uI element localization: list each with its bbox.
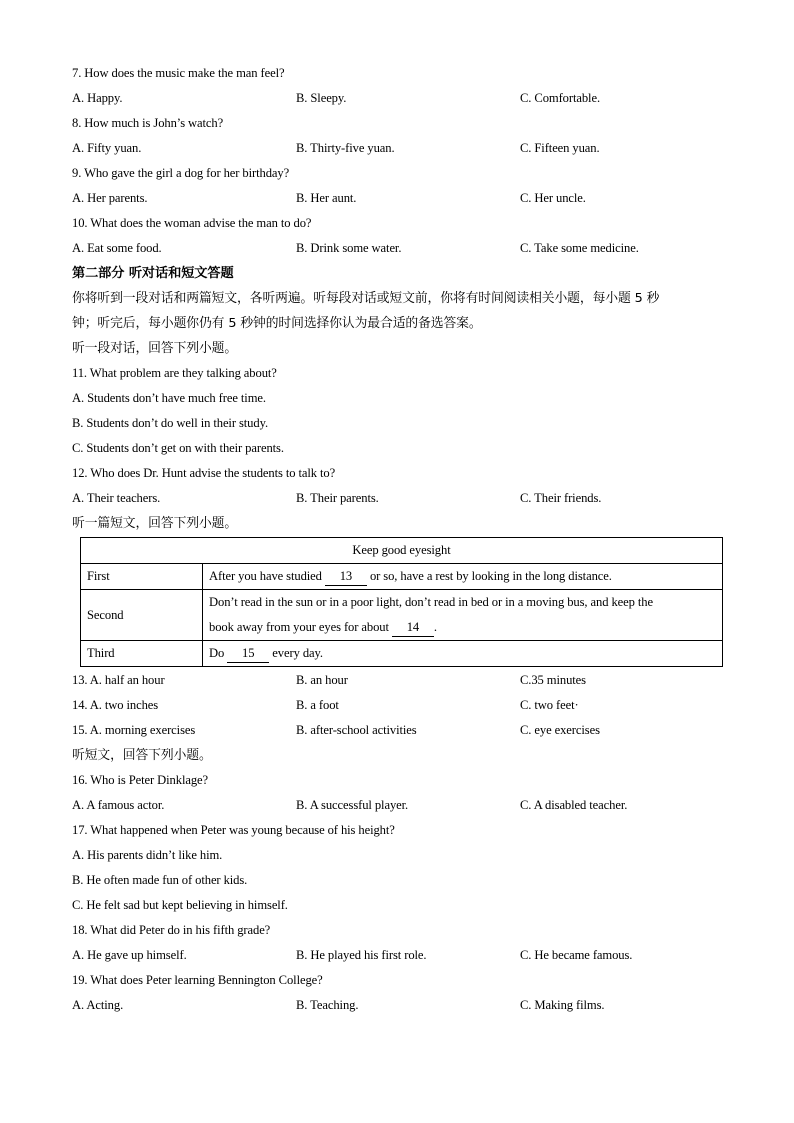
q15-option-b: B. after-school activities	[296, 723, 417, 737]
passage2-intro: 听短文，回答下列小题。	[72, 748, 212, 763]
q12-option-c: C. Their friends.	[520, 491, 602, 505]
table-row	[81, 590, 723, 641]
question-15-options	[72, 718, 724, 743]
q16-option-c: C. A disabled teacher.	[520, 798, 628, 812]
q10-option-b: B. Drink some water.	[296, 241, 402, 255]
instruction-line-2: 钟；听完后，每小题你仍有 5 秒钟的时间选择你认为最合适的备选答案。	[72, 316, 482, 331]
q15-option-c: C. eye exercises	[520, 723, 600, 737]
question-19-options	[72, 993, 724, 1018]
q17-option-c: C. He felt sad but kept believing in himself.	[72, 898, 288, 912]
instruction-line-1: 你将听到一段对话和两篇短文，各听两遍。听每段对话或短文前，你将有时间阅读相关小题，每小题 5 秒	[72, 291, 660, 306]
q17-option-b: B. He often made fun of other kids.	[72, 873, 248, 887]
q16-option-a: A. A famous actor.	[72, 798, 165, 812]
q11-option-c: C. Students don’t get on with their parents.	[72, 441, 284, 455]
q7-option-b: B. Sleepy.	[296, 91, 347, 105]
q16-option-b: B. A successful player.	[296, 798, 409, 812]
question-8: 8. How much is John’s watch?	[72, 116, 224, 130]
q12-option-b: B. Their parents.	[296, 491, 379, 505]
question-19: 19. What does Peter learning Bennington College?	[72, 973, 323, 987]
table-row	[81, 641, 723, 667]
q15-option-a: 15. A. morning exercises	[72, 723, 196, 737]
question-13-options	[72, 668, 724, 693]
passage1-intro: 听一篇短文，回答下列小题。	[72, 516, 238, 531]
table-row	[81, 564, 723, 590]
question-9: 9. Who gave the girl a dog for her birthday?	[72, 166, 290, 180]
q9-option-c: C. Her uncle.	[520, 191, 586, 205]
question-14-options	[72, 693, 724, 718]
q19-option-b: B. Teaching.	[296, 998, 359, 1012]
row-content-third: Do 15 every day.	[203, 641, 723, 667]
q7-option-c: C. Comfortable.	[520, 91, 600, 105]
q18-option-a: A. He gave up himself.	[72, 948, 187, 962]
row-label-second: Second	[81, 590, 203, 641]
question-10-options	[72, 236, 724, 261]
blank-14: 14	[392, 619, 434, 637]
question-16: 16. Who is Peter Dinklage?	[72, 773, 209, 787]
q14-option-a: 14. A. two inches	[72, 698, 159, 712]
q10-option-c: C. Take some medicine.	[520, 241, 639, 255]
section-title-part2: 第二部分 听对话和短文答题	[72, 266, 234, 281]
question-9-options	[72, 186, 724, 211]
q13-option-b: B. an hour	[296, 673, 348, 687]
q8-option-a: A. Fifty yuan.	[72, 141, 142, 155]
row-content-first: After you have studied 13 or so, have a rest by looking in the long distance.	[203, 564, 723, 590]
q10-option-a: A. Eat some food.	[72, 241, 162, 255]
row-label-first: First	[81, 564, 203, 590]
q11-option-a: A. Students don’t have much free time.	[72, 391, 266, 405]
q13-option-a: 13. A. half an hour	[72, 673, 165, 687]
q9-option-b: B. Her aunt.	[296, 191, 357, 205]
question-16-options	[72, 793, 724, 818]
question-7: 7. How does the music make the man feel?	[72, 66, 285, 80]
question-8-options	[72, 136, 724, 161]
question-7-options	[72, 86, 724, 111]
question-10: 10. What does the woman advise the man to do?	[72, 216, 312, 230]
q7-option-a: A. Happy.	[72, 91, 123, 105]
blank-13: 13	[325, 568, 367, 586]
blank-15: 15	[227, 645, 269, 663]
dialogue-intro: 听一段对话，回答下列小题。	[72, 341, 238, 356]
exam-page	[72, 61, 724, 1018]
q18-option-b: B. He played his first role.	[296, 948, 427, 962]
question-12-options	[72, 486, 724, 511]
row-label-third: Third	[81, 641, 203, 667]
q14-option-c: C. two feet·	[520, 698, 579, 712]
q11-option-b: B. Students don’t do well in their study.	[72, 416, 268, 430]
question-12: 12. Who does Dr. Hunt advise the students to talk to?	[72, 466, 336, 480]
row-content-second: Don’t read in the sun or in a poor light, don’t read in bed or in a moving bus, and keep the book away from your eyes for about 14 .	[203, 590, 723, 641]
q13-option-c: C.35 minutes	[520, 673, 586, 687]
q18-option-c: C. He became famous.	[520, 948, 633, 962]
q19-option-c: C. Making films.	[520, 998, 605, 1012]
q19-option-a: A. Acting.	[72, 998, 124, 1012]
q8-option-c: C. Fifteen yuan.	[520, 141, 600, 155]
q9-option-a: A. Her parents.	[72, 191, 148, 205]
question-18: 18. What did Peter do in his fifth grade?	[72, 923, 271, 937]
question-11: 11. What problem are they talking about?	[72, 366, 277, 380]
table-title: Keep good eyesight	[81, 538, 723, 564]
question-18-options	[72, 943, 724, 968]
q12-option-a: A. Their teachers.	[72, 491, 161, 505]
q17-option-a: A. His parents didn’t like him.	[72, 848, 223, 862]
eyesight-table	[80, 537, 723, 667]
q8-option-b: B. Thirty-five yuan.	[296, 141, 395, 155]
question-17: 17. What happened when Peter was young because of his height?	[72, 823, 395, 837]
q14-option-b: B. a foot	[296, 698, 339, 712]
